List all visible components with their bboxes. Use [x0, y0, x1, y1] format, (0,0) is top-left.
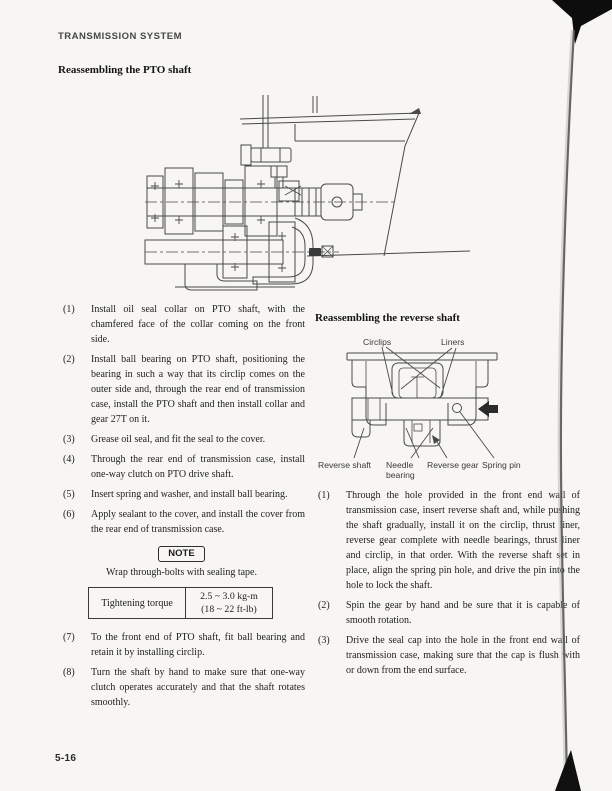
instruction-step	[58, 352, 305, 427]
instruction-step	[58, 665, 305, 710]
step-number: (7)	[63, 632, 75, 643]
left-column	[58, 302, 305, 715]
label-needle-bearing-1: Needle	[386, 460, 414, 470]
shift-rod	[263, 95, 268, 148]
step-text: To the front end of PTO shaft, fit ball bearing and retain it by installing circlip.	[91, 632, 305, 658]
label-spring-pin: Spring pin	[482, 460, 521, 470]
case-right-edge	[384, 113, 419, 256]
step-number: (6)	[63, 509, 75, 520]
torque-table-label: Tightening torque	[89, 588, 186, 618]
step-text: Spin the gear by hand and be sure that it is capable of smooth rotation.	[346, 600, 580, 626]
case-foot	[185, 264, 257, 290]
scan-edge-artifact	[545, 0, 612, 791]
step-number: (2)	[63, 354, 75, 365]
pto-shaft-diagram	[140, 90, 490, 302]
step-number: (1)	[63, 304, 75, 315]
instruction-step	[58, 507, 305, 537]
step-number: (1)	[318, 490, 330, 501]
reverse-shaft-band	[352, 398, 488, 420]
left-arrow-icon	[478, 401, 498, 417]
label-liners: Liners	[441, 337, 465, 347]
step-number: (2)	[318, 600, 330, 611]
leader-lines	[354, 347, 494, 458]
step-number: (5)	[63, 489, 75, 500]
case-top-edge	[240, 113, 419, 119]
step-text: Drive the seal cap into the hole in the front end wall of transmission case, making sure that the cap is flush with or down from the end surface.	[346, 635, 580, 676]
step-text: Install ball bearing on PTO shaft, positioning the bearing in such a way that its circlip comes on the outer side and, through the rear end of transmission case, install the PTO shaft and then install collar and gear 27T on it.	[91, 354, 305, 425]
step-text: Grease oil seal, and fit the seal to the cover.	[91, 434, 266, 445]
torque-metric: 2.5 ~ 3.0 kg-m	[200, 591, 258, 602]
instruction-step	[315, 488, 580, 593]
running-header: TRANSMISSION SYSTEM	[58, 31, 183, 42]
case-flange	[347, 353, 497, 360]
label-needle-bearing-2: bearing	[386, 470, 415, 480]
reverse-shaft-diagram	[315, 329, 580, 481]
torque-table-value	[186, 588, 272, 618]
bolt-body	[251, 148, 291, 162]
step-number: (4)	[63, 454, 75, 465]
cover-bolt	[309, 248, 321, 256]
gear-27t	[165, 168, 193, 234]
instruction-step	[58, 630, 305, 660]
instruction-step	[58, 432, 305, 447]
instruction-step	[58, 487, 305, 502]
gear-pointer	[432, 435, 440, 444]
label-reverse-gear: Reverse gear	[427, 460, 479, 470]
step-number: (8)	[63, 667, 75, 678]
section-heading-reverse: Reassembling the reverse shaft	[315, 312, 460, 324]
spring-pin-hole	[453, 404, 462, 413]
right-column	[315, 312, 580, 683]
step-text: Through the rear end of transmission case, install one-way clutch on PTO drive shaft.	[91, 454, 305, 480]
note-badge: NOTE	[158, 546, 204, 562]
page-number: 5-16	[55, 753, 77, 764]
step-number: (3)	[318, 635, 330, 646]
case-left-bracket	[352, 360, 386, 425]
torque-spec-table	[88, 587, 273, 619]
torque-imperial: (18 ~ 22 ft-lb)	[201, 604, 257, 615]
note-text: Wrap through-bolts with sealing tape.	[106, 567, 257, 578]
instruction-step	[315, 598, 580, 628]
step-text: Through the hole provided in the front end wall of transmission case, insert reverse shaft and, while pushing the shaft gradually, install it on the circlip, thrust liner, reverse gear complete with needle bearings, thrust liner and circlip, in that order. With the reverse shaft set in place, align the spring pin hole, and drive the pin into the hole to lock the shaft.	[346, 490, 580, 591]
label-reverse-shaft: Reverse shaft	[318, 460, 372, 470]
instruction-step	[58, 302, 305, 347]
step-number: (3)	[63, 434, 75, 445]
step-text: Apply sealant to the cover, and install the cover from the rear end of transmission case.	[91, 509, 305, 535]
step-text: Turn the shaft by hand to make sure that one-way clutch operates accurately and that the shaft rotates smoothly.	[91, 667, 305, 708]
bolt-head	[241, 145, 251, 165]
section-heading-pto: Reassembling the PTO shaft	[58, 64, 192, 76]
case-right-bracket	[448, 360, 488, 425]
step-text: Install oil seal collar on PTO shaft, with the chamfered face of the collar coming on the front side.	[91, 304, 305, 345]
instruction-step	[58, 452, 305, 482]
step-text: Insert spring and washer, and install ball bearing.	[91, 489, 288, 500]
label-circlips: Circlips	[363, 337, 392, 347]
instruction-step	[315, 633, 580, 678]
